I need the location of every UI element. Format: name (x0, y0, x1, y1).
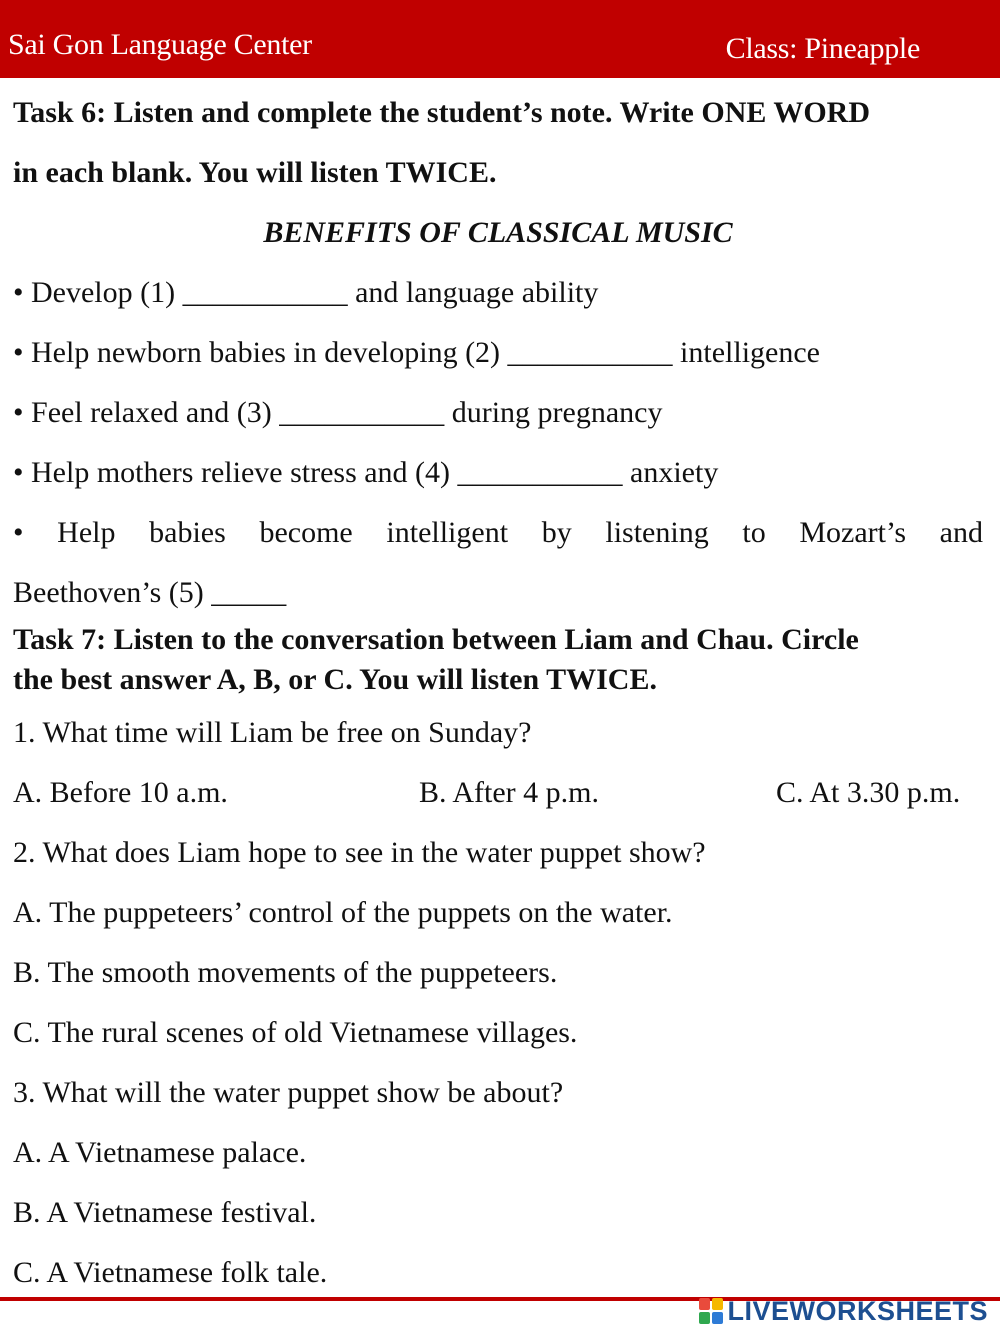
q1-option-a[interactable]: A. Before 10 a.m. (13, 776, 228, 809)
task6-item-5-cont: Beethoven’s (5) _____ (13, 576, 287, 609)
q1-options-row (13, 778, 983, 810)
task6-item-3: • Feel relaxed and (3) ___________ during pregnancy (13, 396, 663, 429)
q2-option-b[interactable]: B. The smooth movements of the puppeteers. (13, 956, 558, 989)
q1-option-b[interactable]: B. After 4 p.m. (419, 776, 599, 809)
liveworksheets-logo-text: LIVEWORKSHEETS (727, 1295, 988, 1326)
task6-item-2: • Help newborn babies in developing (2) ___________ intelligence (13, 336, 820, 369)
task6-item-1: • Develop (1) ___________ and language ability (13, 276, 599, 309)
q1-option-c[interactable]: C. At 3.30 p.m. (776, 776, 961, 809)
task6-instruction-line1: Task 6: Listen and complete the student’s note. Write ONE WORD (13, 96, 870, 129)
task7-instruction-line1: Task 7: Listen to the conversation between Liam and Chau. Circle (13, 623, 859, 656)
center-name: Sai Gon Language Center (8, 28, 312, 61)
task7-instruction-line2: the best answer A, B, or C. You will listen TWICE. (13, 663, 657, 696)
task6-instruction-line2: in each blank. You will listen TWICE. (13, 156, 497, 189)
task6-title: BENEFITS OF CLASSICAL MUSIC (263, 216, 733, 249)
task6-item-5: • Help babies become intelligent by listening to Mozart’s and (13, 516, 983, 549)
liveworksheets-logo (699, 1296, 988, 1326)
class-label: Class: Pineapple (725, 32, 920, 65)
header-bar (0, 0, 1000, 78)
q3-option-b[interactable]: B. A Vietnamese festival. (13, 1196, 317, 1229)
q2-option-c[interactable]: C. The rural scenes of old Vietnamese villages. (13, 1016, 578, 1049)
liveworksheets-logo-icon (699, 1298, 723, 1324)
task6-item-4: • Help mothers relieve stress and (4) ___________ anxiety (13, 456, 719, 489)
q3-option-a[interactable]: A. A Vietnamese palace. (13, 1136, 307, 1169)
q2-question: 2. What does Liam hope to see in the water puppet show? (13, 836, 706, 869)
q3-option-c[interactable]: C. A Vietnamese folk tale. (13, 1256, 328, 1289)
q2-option-a[interactable]: A. The puppeteers’ control of the puppets on the water. (13, 896, 673, 929)
q1-question: 1. What time will Liam be free on Sunday? (13, 716, 532, 749)
q3-question: 3. What will the water puppet show be about? (13, 1076, 564, 1109)
